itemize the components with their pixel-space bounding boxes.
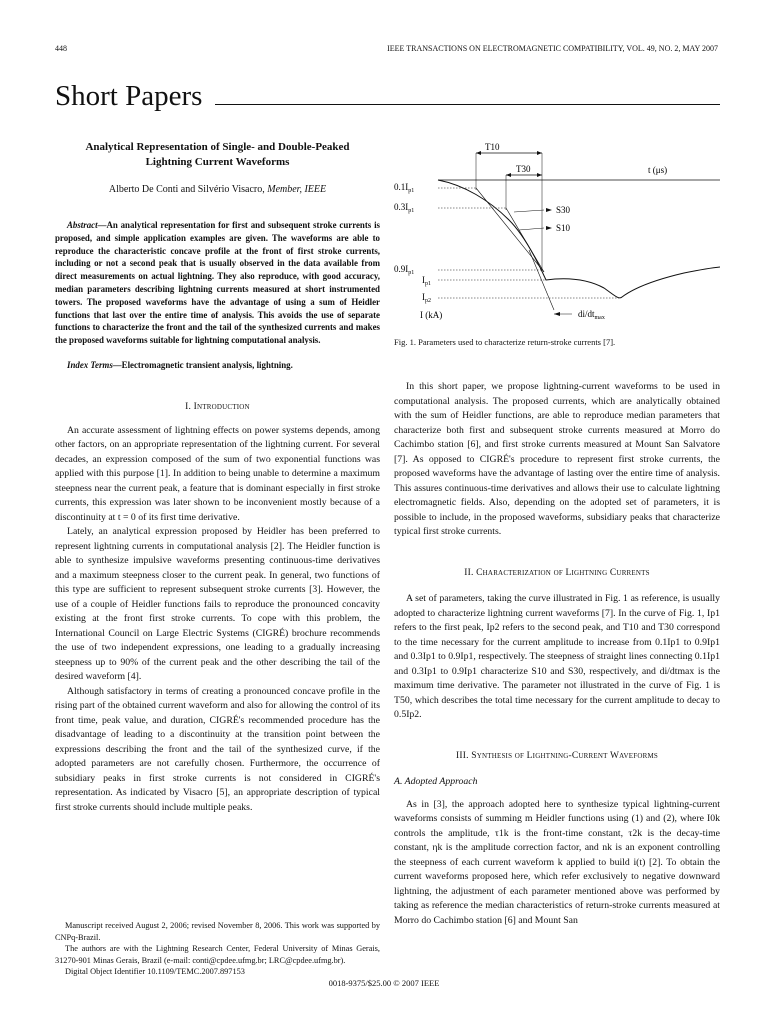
label-time-axis: t (μs)	[648, 165, 668, 175]
label-03ip1: $0.3I_{p1}$	[394, 202, 415, 214]
paper-title-line1: Analytical Representation of Single- and Double-Peaked	[85, 141, 350, 153]
authors	[55, 183, 380, 197]
right-paragraph-1: In this short paper, we propose lightning-current waveforms to be used in computational analysis. The proposed currents, which are analytically obtained with the sum of Heidler functions, are able to reproduce median parameters that characterize both first and subsequent stroke currents measured at Morro do Cachimbo station [6], and first stroke currents measured at Mount San Salvatore [7]. As opposed to CIGRÉ's procedure to represent first stroke currents, the proposed waveforms have the advantage of lasting over the entire time of analysis. This assures continuous-time derivatives and allows their use to calculate lightning electromagnetic fields. Also, depending on the adopted set of parameters, it is possible to include, in the proposed waveforms, subsidiary peaks that characterize typical first stroke currents.	[394, 381, 720, 537]
index-terms-label: Index Terms—	[67, 359, 122, 370]
label-s10: S10	[556, 223, 571, 233]
section-2-heading: II. Characterization of Lightning Currents	[464, 567, 650, 578]
label-t30: T30	[516, 164, 531, 174]
title-rule	[215, 104, 720, 105]
label-t10: T10	[485, 142, 500, 152]
abstract-text: An analytical representation for first and subsequent stroke currents is proposed, and simple application examples are given. The waveforms are able to reproduce the characteristic concave profile at the front of first stroke currents, including or not a second peak that is usually observed in the data available from direct measurements on actual lightning. They also reproduce, with good accuracy, median parameters describing lightning currents measured at short instrumented towers. The proposed waveforms have the advantage of using a sum of Heidler functions that last over the entire time of analysis. This avoids the use of separate functions to characterize the front and the tail of the synthesized currents and makes the proposed waveforms suitable for lightning computational analysis.	[55, 220, 380, 346]
page-number: 448	[55, 44, 67, 53]
section-title: Short Papers	[55, 80, 203, 112]
paper-title	[55, 140, 380, 170]
footnote-affiliation: The authors are with the Lightning Research Center, Federal University of Minas Gerais, 31270-901 Minas Gerais, Brazil (e-mail: conti@cpdee.ufmg.br; LRC@cpdee.ufmg.br).	[55, 944, 380, 965]
label-ip1: $I_{p1}$	[422, 275, 431, 287]
section-3-paragraph: As in [3], the approach adopted here to synthesize typical lightning-current waveforms consists of summing m Heidler functions using (1) and (2), where I0k controls the amplitude, τ1k is the front-time constant, τ2k is the decay-time constant, ηk is the amplitude correction factor, and nk is an exponent controlling the steepness of each current waveform k applied to build i(t) [2]. To obtain the current waveforms proposed here, which refer exclusively to negative downward lightning, the adjustment of each parameter mentioned above was performed by taking as reference the median characteristics of return-stroke currents measured at Morro do Cachimbo station [6] and Mount San	[394, 798, 720, 926]
label-current-axis: I (kA)	[420, 310, 443, 320]
figure-1	[394, 140, 720, 330]
right-column	[394, 380, 720, 928]
author-membership: Member, IEEE	[267, 184, 327, 195]
journal-header: IEEE TRANSACTIONS ON ELECTROMAGNETIC COMPATIBILITY, VOL. 49, NO. 2, MAY 2007	[387, 44, 718, 53]
intro-heading: I. Introduction	[185, 401, 250, 412]
label-09ip1: $0.9I_{p1}$	[394, 264, 415, 276]
footnote-doi: Digital Object Identifier 10.1109/TEMC.2007.897153	[65, 967, 245, 977]
abstract-label: Abstract—	[67, 220, 107, 230]
index-terms-text: Electromagnetic transient analysis, lightning.	[121, 359, 293, 370]
footnote	[55, 920, 380, 978]
figure-caption: Fig. 1. Parameters used to characterize return-stroke currents [7].	[394, 337, 616, 347]
copyright-code: 0018-9375/$25.00 © 2007 IEEE	[328, 978, 440, 988]
section-3a-heading: A. Adopted Approach	[394, 776, 478, 787]
label-s30: S30	[556, 205, 571, 215]
section-3-heading: III. Synthesis of Lightning-Current Waveforms	[456, 750, 658, 761]
intro-paragraph-1: An accurate assessment of lightning effects on power systems depends, among other factors, on an appropriate representation of the lightning current. For several decades, an expression composed of the sum of two exponential functions was applied with this purpose [1]. In addition to being unable to determine a maximum steepness near the current peak, a feature that is dominant especially in first stroke currents, this expression was later shown to be inconvenient mostly because of a discontinuity at t = 0 of its first time derivative.	[55, 424, 380, 523]
section-2-paragraph: A set of parameters, taking the curve illustrated in Fig. 1 as reference, is usually adopted to characterize lightning current waveforms [7]. In the curve of Fig. 1, Ip1 refers to the first peak, Ip2 refers to the second peak, and T10 and T30 correspond to the time necessary for the current amplitude to increase from 0.1Ip1 to 0.9Ip1 and 0.3Ip1 to 0.9Ip1, respectively. The steepness of straight lines connecting 0.1Ip1 and 0.3Ip1 to 0.9Ip1 characterize S10 and S30, respectively, and di/dtmax is the maximum time derivative. The parameter not illustrated in the curve of Fig. 1 is T50, which describes the total time necessary for the current amplitude to decay to 0.5Ip2.	[394, 593, 720, 720]
intro-paragraph-3: Although satisfactory in terms of creating a pronounced concave profile in the rising part of the obtained current waveform and also for allowing the control of its front time, peak value, and duration, CIGRÉ's recommended procedure has the disadvantage of leading to a discontinuity at the transition point between the expressions describing the front and the tail of the synthesized curve, if the adopted parameters are not carefully chosen. Furthermore, the occurrence of subsidiary peaks in first stroke currents is not considered in CIGRÉ's representation. As indicated by Visacro [5], an appropriate description of typical first stroke currents should include multiple peaks.	[55, 685, 380, 813]
footnote-received: Manuscript received August 2, 2006; revised November 8, 2006. This work was supported by CNPq-Brazil.	[55, 921, 380, 942]
index-terms	[55, 359, 380, 372]
label-didt-max: $di/dt_{max}$	[578, 309, 605, 321]
author-names: Alberto De Conti and Silvério Visacro,	[108, 184, 265, 195]
left-column	[55, 140, 380, 815]
label-01ip1: $0.1I_{p1}$	[394, 182, 415, 194]
label-ip2: $I_{p2}$	[422, 292, 431, 304]
paper-title-line2: Lightning Current Waveforms	[145, 156, 290, 168]
intro-paragraph-2: Lately, an analytical expression proposed by Heidler has been preferred to represent lightning currents in computational analysis [2]. The Heidler function is able to synthesize impulsive waveforms presenting continuous-time derivatives and a maximum steepness closer to the current peak. In general, two functions of this type are sufficient to represent subsequent stroke currents [3]. However, the use of a couple of Heidler functions fails to reproduce the pronounced concavity existing at the front first stroke currents. To cope with this problem, the International Council on Large Electric Systems (CIGRÉ) brochure recommends the use of two independent expressions, one leading to a gradually increasing steepness up to 90% of the current peak and the other describing the tail of the desired waveform [4].	[55, 526, 380, 683]
abstract	[55, 219, 380, 347]
